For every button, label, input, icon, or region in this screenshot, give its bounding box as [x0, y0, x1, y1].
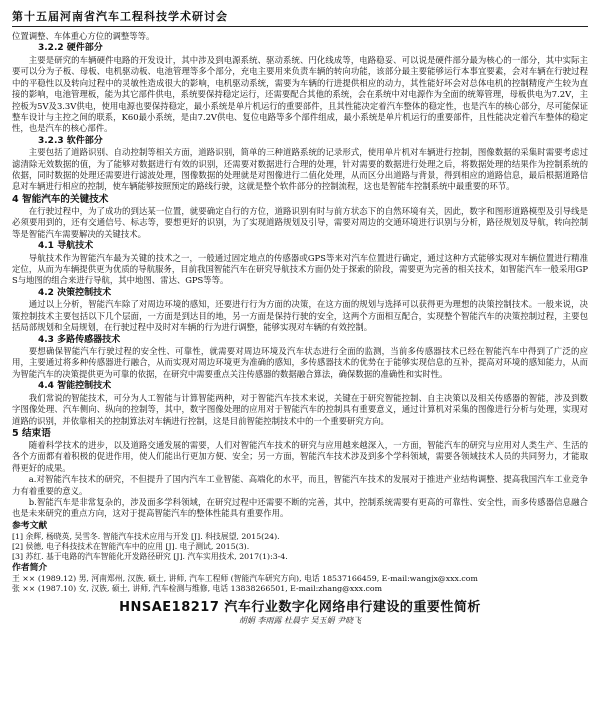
section-4-text: 在行驶过程中，为了成功的到达某一位置，就要确定自行的方位，道路识别有时与前方状态下的自然环境有关，因此，数字和图形道路模型及引导线是必须要用到的，还有交通信号、标志等，要想更好的识别，为了实现道路规划及引导，需要对周边的交通环境进行识别与分析，路径规划及导航，转向控制等是智能汽车需要解决的关键技术。 [12, 205, 588, 239]
section-5-text: 随着科学技术的进步，以及道路交通发展的需要，人们对智能汽车技术的研究与应用越来越深入，一方面，智能汽车的研究与应用对人类生产、生活的各个方面都有着积极的促进作用，使人们能出行更加方便、安全；另一方面，智能汽车技术涉及到多个学科领域，需要各领域技术人员的共同努力，才能取得更好的成果。 [12, 439, 588, 473]
reference-item: [1] 余辉, 杨晓英, 吴雪冬. 智能汽车技术应用与开发 [J]. 科技展望, 2015(24). [12, 531, 280, 541]
section-4-2-heading: 4.2 决策控制技术 [38, 287, 112, 298]
section-3-2-2-heading: 3.2.2 硬件部分 [38, 43, 103, 54]
next-article-title: HNSAE18217 汽车行业数字化网络串行建设的重要性简析 [119, 599, 481, 615]
section-3-2-3-heading: 3.2.3 软件部分 [38, 135, 103, 146]
section-5-point-b: b.智能汽车是非常复杂的，涉及面多学科领域，在研究过程中还需要不断的完善，其中，控制系统需要有更高的可靠性、安全性，而多传感器信息融合也是未来研究的重点方向，这对于提高智能汽车的整体性能具有重要作用。 [12, 497, 588, 519]
intro-line: 位置调整、车体重心方位的调整等等。 [12, 31, 155, 41]
author-info-line: 王 ×× (1989.12) 男, 河南郑州, 汉族, 硕士, 讲师, 汽车工程师 (智能汽车研究方向), 电话 18537166459, E-mail:wangjx@xxx.com [12, 573, 478, 583]
next-article-authors: 胡娟 李雨露 杜晨宇 吴玉娟 尹晓飞 [238, 615, 362, 625]
section-5-heading: 5 结束语 [12, 427, 51, 439]
running-header: 第十五届河南省汽车工程科技学术研讨会 [12, 8, 588, 27]
section-4-4-heading: 4.4 智能控制技术 [38, 381, 112, 392]
section-4-heading: 4 智能汽车的关键技术 [12, 193, 109, 205]
section-3-2-2-text: 主要是研究的车辆硬件电路的开发设计，其中涉及到电源系统、驱动系统、円化线成等，电路稳妥、可以说是硬件部分最为核心的一部分，其中实际主要可以分为子板、母板、电机驱动板、电池管理等多个部分，充电主要用来负责车辆的转向功能，该部分最主要能够运行本事宜要素，会对车辆在行驶过程中的平稳性以及转向过程中的灵敏性造成很大的影响，电机驱动系统，需要为车辆的行进提供相应的动力，其性能好坏会对总体电机的控制精度产生较为直接的影响，电池管理板，能为其它部件供电，系统要保持稳定运行，还需要配合其他的系统，会在系统中对电源作为全面的统筹管理，母板供电为7.2V，主控板为5V及3.3V供电，使用电源也要保持稳定，最小系统是单片机运行的重要部件，且其性能决定着汽车整体的稳定性，也是汽车的核心部分，尽可能保证整车设计与主控之间的联系，K60最小系统，是由7.2V供电、复位电路等多个部件组成，最小系统是单片机运行的重要部件，且性能决定着汽车整体的稳定性，也是汽车的核心部件。 [12, 54, 588, 134]
section-4-1-text: 导航技术作为智能汽车最为关键的技术之一，一般通过固定地点的传感器或GPS等来对汽车位置进行确定，通过这种方式能够实现对车辆位置进行精准定位，从而为车辆提供更为优质的导航服务，目前我国智能汽车在研究导航技术方面仍处于探索的阶段，需要更为完善的相关技术，如智能汽车一般采用GPS与地图的组合来进行导航，其中地图、雷达、GPS等等。 [12, 252, 588, 286]
section-4-4-text: 我们常说的智能技术，可分为人工智能与计算智能两种，对于智能汽车技术来说，关键在于研究智能控制、自主决策以及相关传感器的智能，涉及到数字图像处理、汽车侧向、纵向的控制等，其中，数字图像处理的应用对于智能汽车的控制具有重要意义，通过计算机对采集的图像进行分析与处理，实现对道路的识别，并依靠相关的控制算法对车辆进行控制，这是目前智能控制技术中的一个重要研究方向。 [12, 392, 588, 426]
references-heading: 参考文献 [12, 520, 48, 531]
reference-item: [3] 苏红. 基于电路的汽车智能化开发路径研究 [J]. 汽车实用技术, 2017(1):3-4. [12, 551, 288, 561]
reference-item: [2] 侯德, 电子科技技术在智能汽车中的应用 [J]. 电子测试, 2015(3). [12, 541, 250, 551]
author-info-heading: 作者简介 [12, 562, 48, 573]
author-info-line: 张 ×× (1987.10) 女, 汉族, 硕士, 讲师, 汽车检测与维修, 电话 13838266501, E-mail:zhang@xxx.com [12, 583, 382, 593]
section-4-3-heading: 4.3 多路传感器技术 [38, 334, 121, 345]
section-4-1-heading: 4.1 导航技术 [38, 241, 94, 252]
section-4-2-text: 通过以上分析，智能汽车除了对周边环境的感知，还要进行行为方面的决策，在这方面的规划与选择可以获得更为理想的决策控制技术。一般来说，决策控制技术主要包括以下几个层面，一方面是到达目的地，另一方面是保持行驶的安全，这两个方面相互配合，实现整个智能汽车的决策控制过程，主要包括局部规划和全局规划，在行驶过程中及时对车辆的行为进行调整，能够实现对车辆的有效控制。 [12, 299, 588, 333]
section-5-point-a: a.对智能汽车技术的研究，不但提升了国内汽车工业智能、高端化的水平，而且，智能汽车技术的发展对于推进产业结构调整、提高我国汽车工业竞争力有着重要的意义。 [12, 474, 588, 496]
section-3-2-3-text: 主要包括了道路识别、自动控制等相关方面，道路识别，简单的三种道路系统的记录形式，使用单片机对车辆进行控制，图像数据的采集时需要考虑过滤清除无效数据的值，为了能够对数据进行有效的识别，还需要对数据进行合理的处理，针对需要的数据进行处理之后，将数据处理的结果作为控制系统的依据，同时数据的处理还需要进行滤波处理，图像数据的处理就是对图像进行二值化处理，从而区分出道路与背景，得到相应的道路信息，最后根据道路信息对车辆进行相应的控制，使车辆能够按照预定的路线行驶，这就是整个软件部分的控制流程，这也是智能车控制系统中最重要的环节。 [12, 147, 588, 192]
section-4-3-text: 要想确保智能汽车行驶过程的安全性、可靠性，就需要对周边环境及汽车状态进行全面的监测，当前多传感器技术已经在智能汽车中得到了广泛的应用，主要通过将多种传感器进行融合，从而实现对周边环境更为准确的感知，多传感器技术的优势在于能够实现信息的互补，提高对环境的感知能力，从而为智能汽车的决策提供更为可靠的依据，在研究中需要重点关注传感器的数据融合算法，确保数据的准确性和实时性。 [12, 346, 588, 379]
